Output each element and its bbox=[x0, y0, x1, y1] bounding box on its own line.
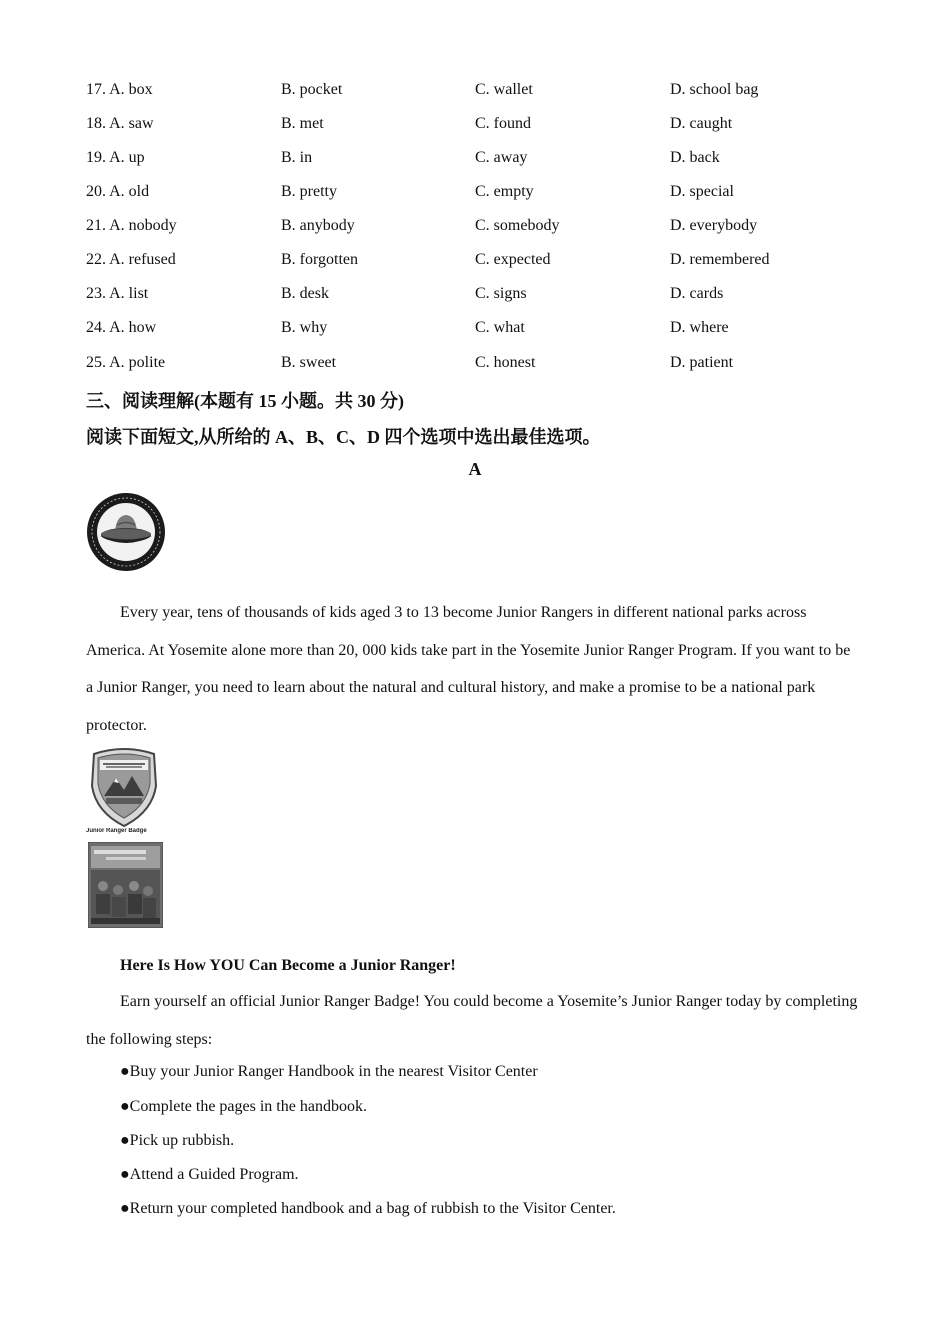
step-item: ●Return your completed handbook and a bag of rubbish to the Visitor Center. bbox=[120, 1200, 616, 1217]
option-c: C. honest bbox=[475, 354, 536, 371]
option-c: C. expected bbox=[475, 251, 551, 268]
passage-label: A bbox=[468, 459, 482, 479]
section-title: 三、阅读理解(本题有 15 小题。共 30 分) bbox=[86, 391, 404, 411]
junior-rangers-logo bbox=[86, 492, 166, 572]
option-d: D. back bbox=[670, 149, 720, 166]
option-row-21 bbox=[86, 217, 866, 241]
option-row-23 bbox=[86, 285, 866, 309]
option-a: 19. A. up bbox=[86, 149, 145, 166]
passage-earn-paragraph: Earn yourself an official Junior Ranger Badge! You could become a Yosemite’s Junior Ranger today by completing the following steps: bbox=[86, 993, 858, 1048]
option-b: B. pretty bbox=[281, 183, 337, 200]
option-row-18 bbox=[86, 115, 866, 139]
option-a: 22. A. refused bbox=[86, 251, 176, 268]
option-d: D. school bag bbox=[670, 81, 759, 98]
section-instruction: 阅读下面短文,从所给的 A、B、C、D 四个选项中选出最佳选项。 bbox=[86, 427, 601, 447]
handbook-icon bbox=[88, 842, 163, 928]
option-d: D. where bbox=[670, 319, 729, 336]
option-b: B. forgotten bbox=[281, 251, 359, 268]
option-row-17 bbox=[86, 81, 866, 105]
option-d: D. everybody bbox=[670, 217, 758, 234]
option-c: C. empty bbox=[475, 183, 534, 200]
option-row-25 bbox=[86, 354, 866, 378]
step-item: ●Buy your Junior Ranger Handbook in the nearest Visitor Center bbox=[120, 1063, 538, 1080]
option-d: D. patient bbox=[670, 354, 734, 371]
option-c: C. found bbox=[475, 115, 531, 132]
option-d: D. cards bbox=[670, 285, 724, 302]
option-a: 18. A. saw bbox=[86, 115, 154, 132]
option-b: B. desk bbox=[281, 285, 329, 302]
option-b: B. sweet bbox=[281, 354, 337, 371]
passage-intro: Every year, tens of thousands of kids aged 3 to 13 become Junior Rangers in different national parks across America. At Yosemite alone more than 20, 000 kids take part in the Yosemite Junior Ranger Program. If you want to be a Junior Ranger, you need to learn about the natural and cultural history, and make a promise to be a national park protector. bbox=[86, 604, 851, 734]
option-c: C. somebody bbox=[475, 217, 560, 234]
option-a: 25. A. polite bbox=[86, 354, 166, 371]
option-c: C. signs bbox=[475, 285, 527, 302]
step-item: ●Attend a Guided Program. bbox=[120, 1166, 299, 1183]
option-a: 23. A. list bbox=[86, 285, 149, 302]
option-d: D. caught bbox=[670, 115, 733, 132]
step-item: ●Pick up rubbish. bbox=[120, 1132, 235, 1149]
option-a: 24. A. how bbox=[86, 319, 157, 336]
option-c: C. wallet bbox=[475, 81, 533, 98]
option-b: B. met bbox=[281, 115, 324, 132]
option-d: D. special bbox=[670, 183, 734, 200]
option-d: D. remembered bbox=[670, 251, 770, 268]
option-b: B. anybody bbox=[281, 217, 355, 234]
junior-ranger-handbook-image bbox=[88, 842, 163, 928]
option-row-22 bbox=[86, 251, 866, 275]
option-b: B. why bbox=[281, 319, 328, 336]
option-b: B. in bbox=[281, 149, 313, 166]
option-b: B. pocket bbox=[281, 81, 343, 98]
option-a: 17. A. box bbox=[86, 81, 153, 98]
badge-caption: Junior Ranger Badge bbox=[86, 828, 147, 834]
option-c: C. what bbox=[475, 319, 525, 336]
option-row-19 bbox=[86, 149, 866, 173]
step-item: ●Complete the pages in the handbook. bbox=[120, 1098, 367, 1115]
option-c: C. away bbox=[475, 149, 528, 166]
badge-icon bbox=[86, 746, 162, 828]
option-a: 21. A. nobody bbox=[86, 217, 177, 234]
passage-subheading: Here Is How YOU Can Become a Junior Ranger! bbox=[120, 957, 456, 974]
option-a: 20. A. old bbox=[86, 183, 150, 200]
option-row-20 bbox=[86, 183, 866, 207]
junior-ranger-badge-image bbox=[86, 746, 162, 838]
ranger-hat-icon bbox=[86, 492, 166, 572]
option-row-24 bbox=[86, 319, 866, 343]
